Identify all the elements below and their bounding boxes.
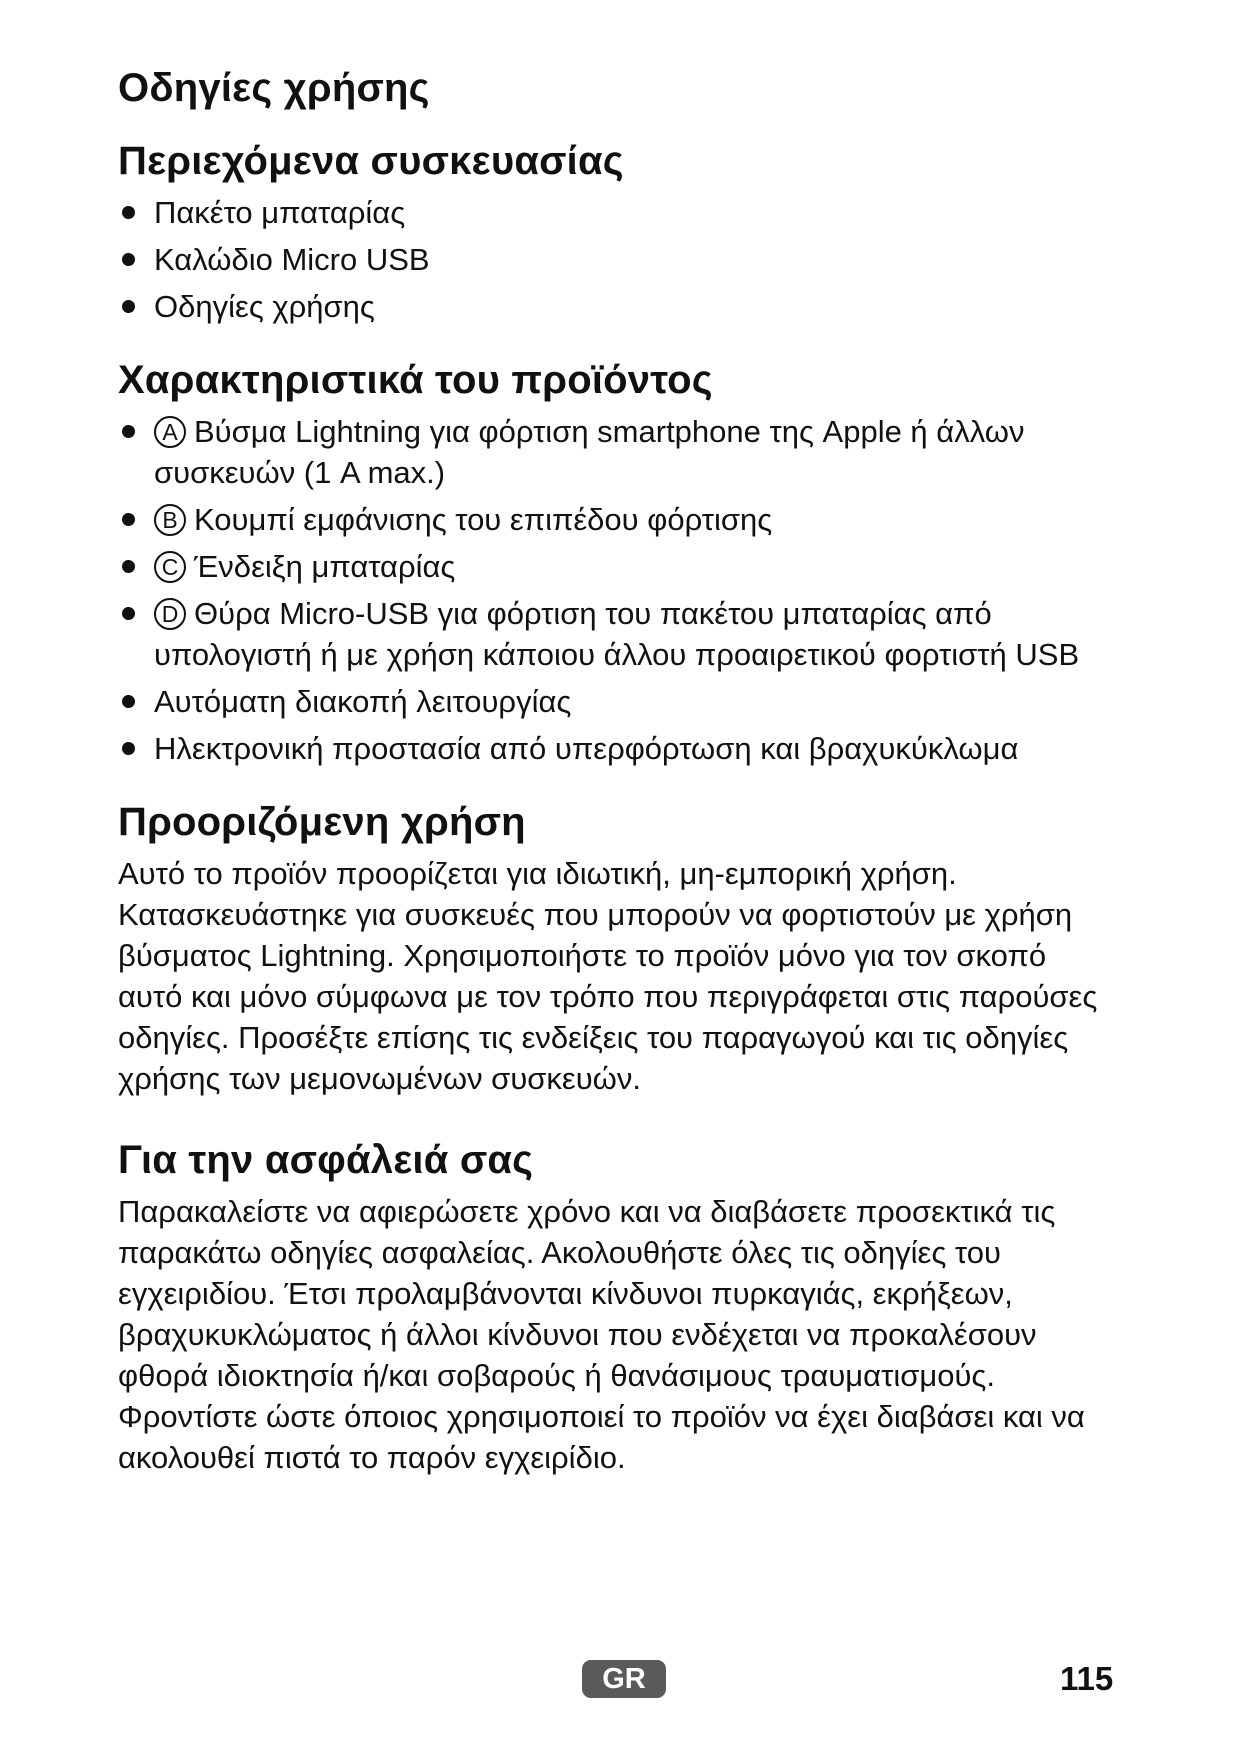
list-item-text: Ένδειξη μπαταρίας <box>194 549 456 584</box>
list-item <box>118 411 1118 493</box>
callout-marker-c: C <box>154 551 186 583</box>
list-item <box>118 239 1118 280</box>
callout-marker-b: B <box>154 504 186 536</box>
intended-use-heading: Προοριζόμενη χρήση <box>118 800 526 844</box>
list-item-text: Αυτόματη διακοπή λειτουργίας <box>154 684 572 719</box>
list-item-text: Πακέτο μπαταρίας <box>154 195 406 230</box>
list-item <box>118 499 1118 540</box>
bullet-icon <box>122 742 135 755</box>
list-item <box>118 546 1118 587</box>
list-item-text: Βύσμα Lightning για φόρτιση smartphone της Apple ή άλλων συσκευών (1 A max.) <box>154 414 1025 490</box>
bullet-icon <box>122 206 135 219</box>
safety-text: Παρακαλείστε να αφιερώσετε χρόνο και να διαβάσετε προσεκτικά τις παρακάτω οδηγίες ασφαλείας. Ακολουθήστε όλες τις οδηγίες του εγχειριδίου. Έτσι προλαμβάνονται κίνδυνοι πυρκαγιάς, εκρήξεων, βραχυκυκλώματος ή άλλοι κίνδυνοι που ενδέχεται να προκαλέσουν φθορά ιδιοκτησία ή/και σοβαρούς ή θανάσιμους τραυματισμούς. Φροντίστε ώστε όποιος χρησιμοποιεί το προϊόν να έχει διαβάσει και να ακολουθεί πιστά το παρόν εγχειρίδιο. <box>118 1194 1085 1475</box>
package-contents-section <box>118 136 1118 327</box>
package-contents-heading: Περιεχόμενα συσκευασίας <box>118 139 624 183</box>
bullet-icon <box>122 300 135 313</box>
product-features-list <box>118 411 1118 769</box>
list-item-text: Καλώδιο Micro USB <box>154 242 430 277</box>
list-item-text: Κουμπί εμφάνισης του επιπέδου φόρτισης <box>194 502 773 537</box>
callout-marker-a: A <box>154 416 186 448</box>
safety-heading: Για την ασφάλειά σας <box>118 1138 534 1182</box>
page-number: 115 <box>1060 1660 1114 1697</box>
bullet-icon <box>122 513 135 526</box>
bullet-icon <box>122 425 135 438</box>
list-item-text: Ηλεκτρονική προστασία από υπερφόρτωση και βραχυκύκλωμα <box>154 731 1019 766</box>
intended-use-section <box>118 797 1118 1099</box>
list-item <box>118 728 1118 769</box>
language-badge: GR <box>582 1660 666 1698</box>
list-item <box>118 192 1118 233</box>
intended-use-text: Αυτό το προϊόν προορίζεται για ιδιωτική, μη-εμπορική χρήση. Κατασκευάστηκε για συσκευές που μπορούν να φορτιστούν με χρήση βύσματος Lightning. Χρησιμοποιήστε το προϊόν μόνο για τον σκοπό αυτό και μόνο σύμφωνα με τον τρόπο που περιγράφεται στις παρούσες οδηγίες. Προσέξτε επίσης τις ενδείξεις του παραγωγού και τις οδηγίες χρήσης των μεμονωμένων συσκευών. <box>118 856 1098 1096</box>
product-features-heading: Χαρακτηριστικά του προϊόντος <box>118 358 713 402</box>
bullet-icon <box>122 253 135 266</box>
list-item-text: Οδηγίες χρήσης <box>154 289 375 324</box>
product-features-section <box>118 355 1118 769</box>
safety-section <box>118 1135 1118 1478</box>
list-item-text: Θύρα Micro-USB για φόρτιση του πακέτου μπαταρίας από υπολογιστή ή με χρήση κάποιου άλλου προαιρετικού φορτιστή USB <box>154 596 1080 672</box>
bullet-icon <box>122 607 135 620</box>
list-item <box>118 681 1118 722</box>
bullet-icon <box>122 695 135 708</box>
package-contents-list <box>118 192 1118 327</box>
bullet-icon <box>122 560 135 573</box>
list-item <box>118 593 1118 675</box>
callout-marker-d: D <box>154 598 186 630</box>
page-title: Οδηγίες χρήσης <box>118 66 430 110</box>
page-content <box>118 62 1118 1478</box>
list-item <box>118 286 1118 327</box>
